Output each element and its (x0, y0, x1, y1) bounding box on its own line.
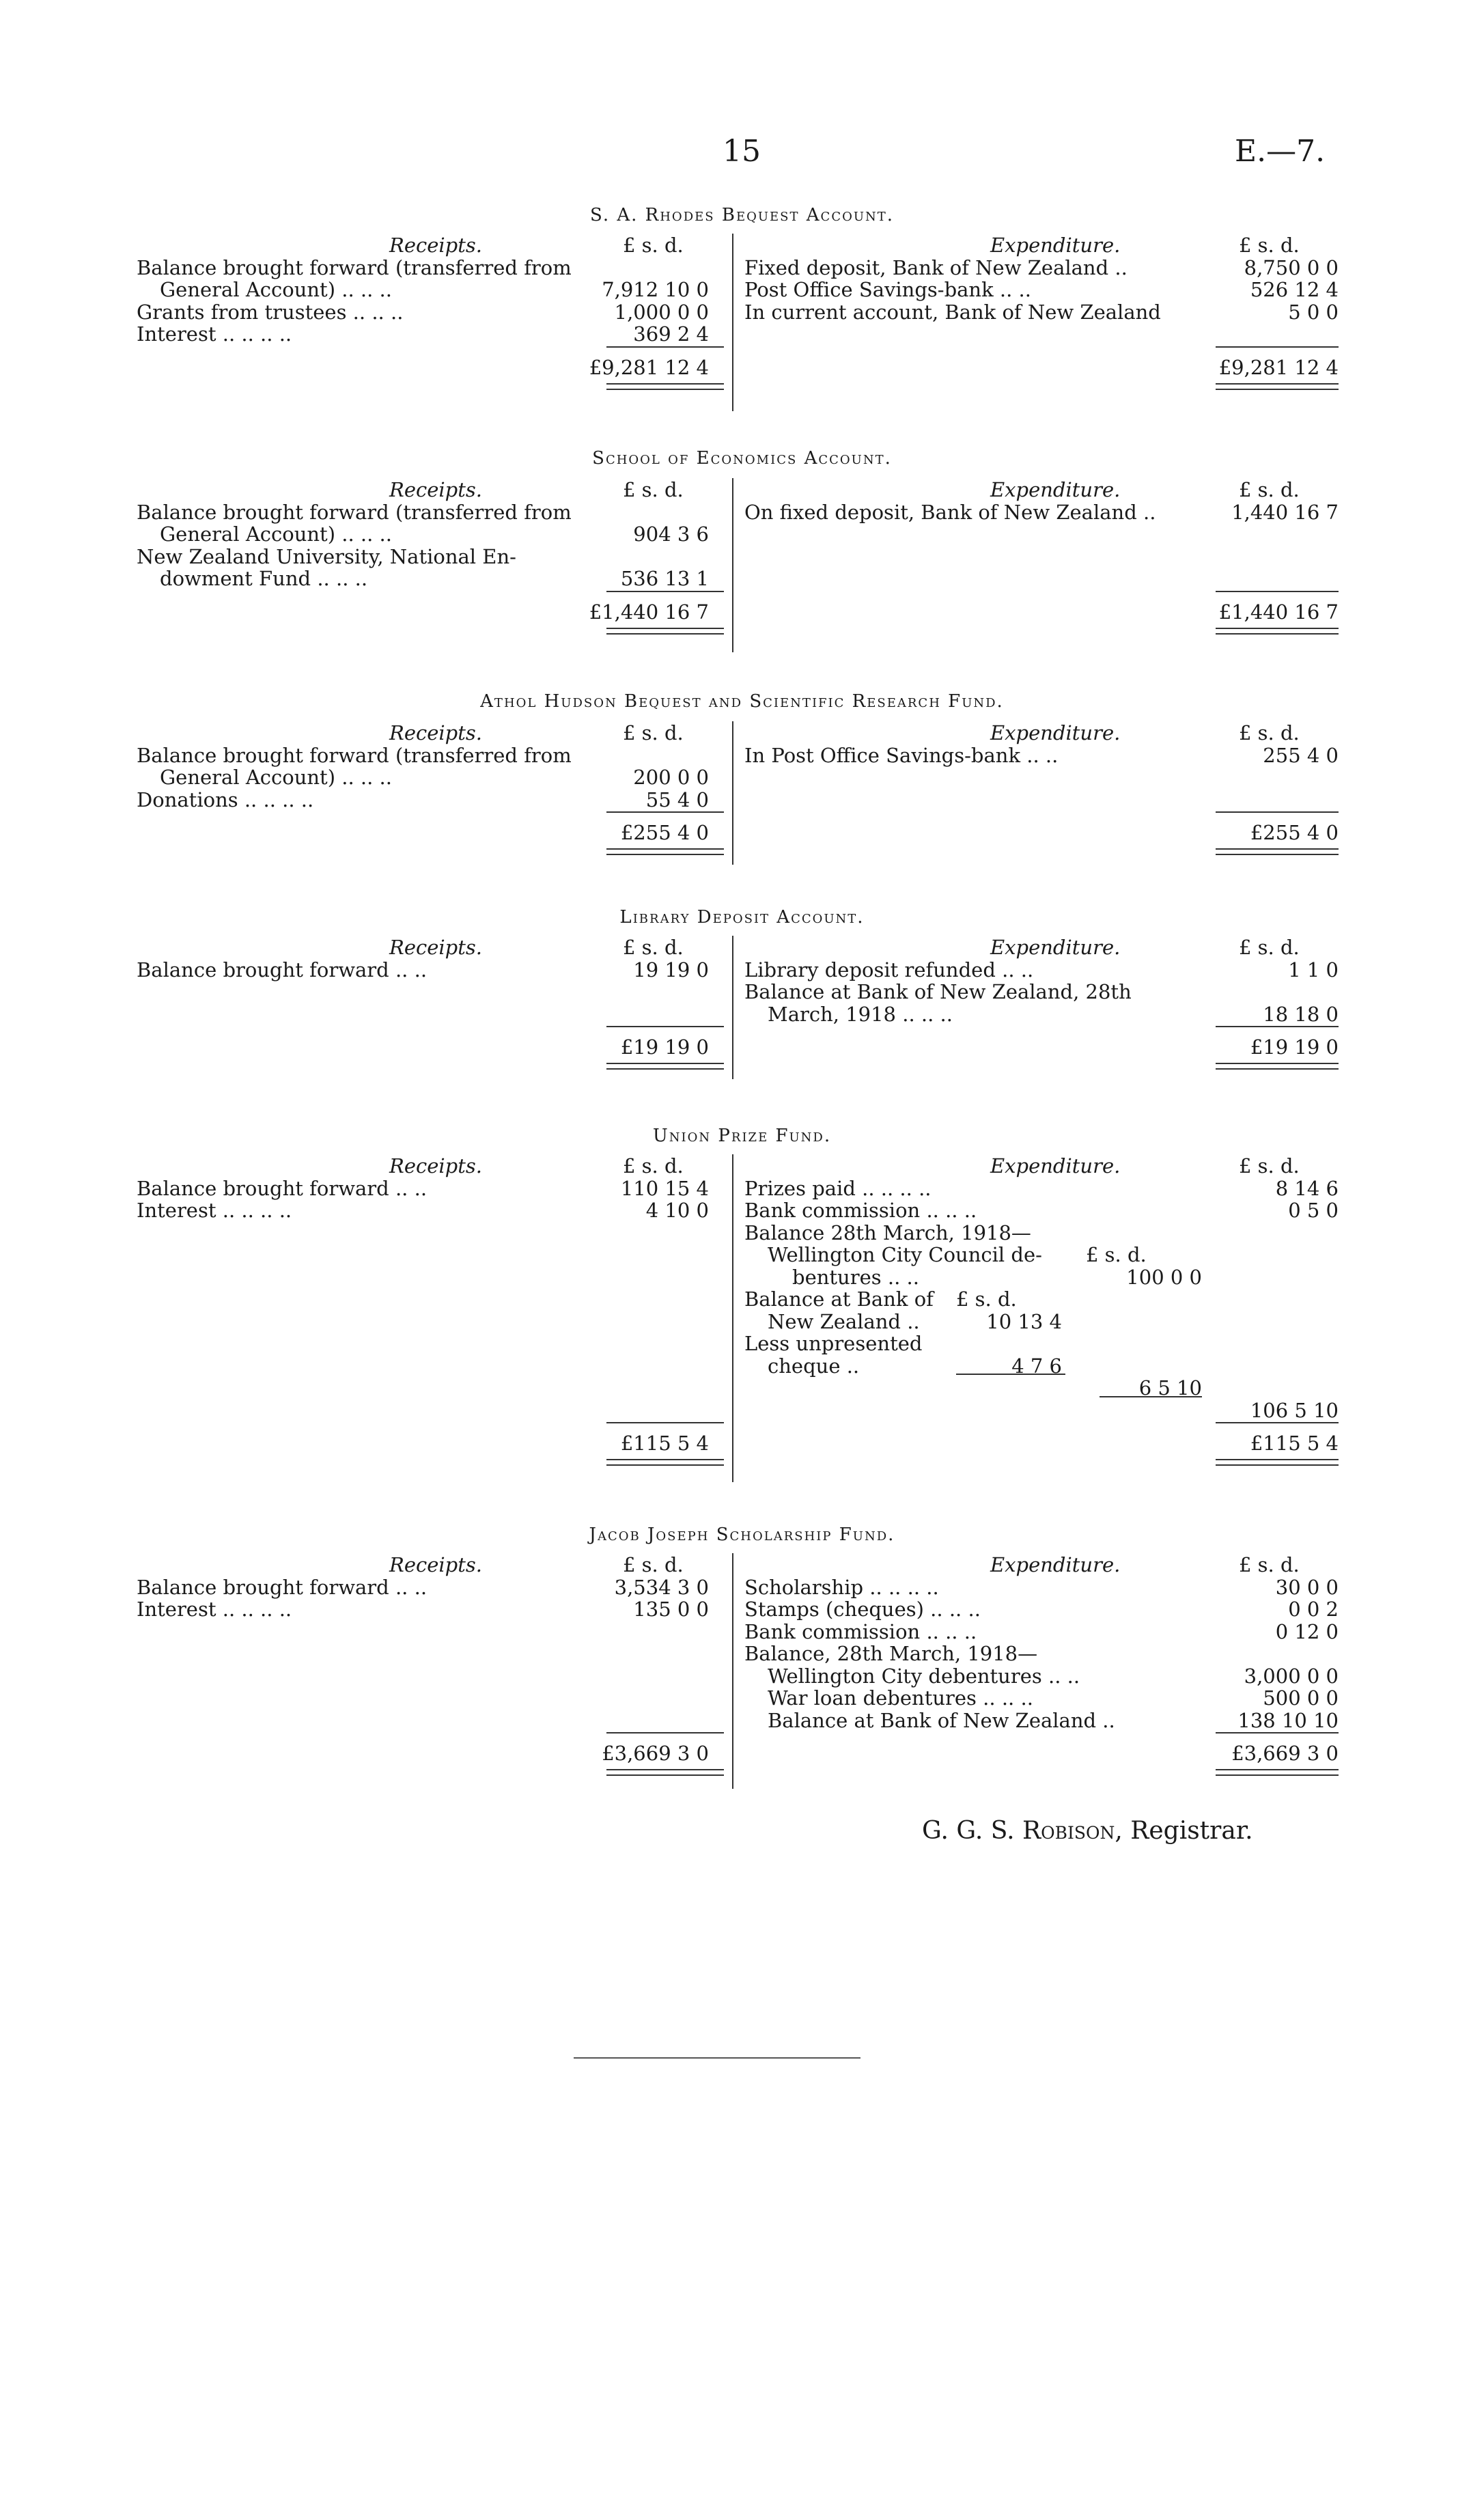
expenditure-amount: 8,750 0 0 (1244, 256, 1339, 279)
expenditure-line: Scholarship .. .. .. .. (744, 1576, 939, 1599)
expenditure-heading: Expenditure. (990, 234, 1121, 257)
receipts-lsd-heading: £ s. d. (623, 936, 684, 959)
expenditure-total-rule (1216, 383, 1339, 385)
expenditure-total: £3,669 3 0 (1231, 1742, 1339, 1765)
receipts-total: £255 4 0 (620, 821, 709, 844)
expenditure-column (744, 936, 1339, 1086)
expenditure-amount: 500 0 0 (1263, 1686, 1339, 1710)
receipts-heading: Receipts. (389, 1553, 482, 1576)
account-divider (732, 1154, 733, 1482)
receipt-line: Balance brought forward (transferred from (137, 501, 572, 524)
receipts-total: £19 19 0 (620, 1035, 709, 1059)
expenditure-amount: 0 12 0 (1275, 1620, 1339, 1643)
expenditure-heading: Expenditure. (990, 1154, 1121, 1178)
receipts-subtotal-rule (606, 1732, 724, 1733)
receipts-subtotal-rule (606, 346, 724, 348)
expenditure-heading: Expenditure. (990, 1553, 1121, 1576)
receipt-line: Interest .. .. .. .. (137, 1598, 292, 1621)
expenditure-total-rule (1216, 628, 1339, 629)
account-block (137, 1553, 1339, 1796)
receipts-column (137, 721, 723, 872)
receipts-subtotal-rule (606, 1422, 724, 1423)
expenditure-column (744, 1154, 1339, 1489)
receipts-total-rule (606, 848, 724, 850)
receipts-total-rule (606, 1063, 724, 1064)
receipt-line: Balance brought forward .. .. (137, 958, 428, 981)
account-block (137, 478, 1339, 659)
expenditure-line: Fixed deposit, Bank of New Zealand .. (744, 256, 1128, 279)
receipts-total: £1,440 16 7 (589, 600, 709, 624)
expenditure-line: In Post Office Savings-bank .. .. (744, 744, 1059, 767)
account-divider (732, 234, 733, 411)
receipt-amount: 135 0 0 (633, 1598, 709, 1621)
receipt-line: General Account) .. .. .. (160, 278, 392, 301)
expenditure-line: Bank commission .. .. .. (744, 1199, 977, 1222)
expenditure-total-rule (1216, 1459, 1339, 1460)
bank-net-amount: 6 5 10 (1138, 1376, 1202, 1399)
expenditure-amount: 138 10 10 (1237, 1709, 1339, 1732)
expenditure-amount: 255 4 0 (1263, 744, 1339, 767)
expenditure-heading: Expenditure. (990, 478, 1121, 501)
receipts-heading: Receipts. (389, 234, 482, 257)
receipts-column (137, 478, 723, 659)
expenditure-subtotal-rule (1216, 811, 1339, 813)
receipts-subtotal-rule (606, 1026, 724, 1027)
expenditure-total-rule (1216, 848, 1339, 850)
receipts-total-rule (606, 628, 724, 629)
expenditure-amount: 526 12 4 (1250, 278, 1339, 301)
receipt-amount: 1,000 0 0 (614, 301, 709, 324)
expenditure-amount: 1,440 16 7 (1231, 501, 1339, 524)
expenditure-total: £255 4 0 (1250, 821, 1339, 844)
expenditure-line: Prizes paid .. .. .. .. (744, 1177, 932, 1200)
receipts-total: £115 5 4 (620, 1432, 709, 1455)
account-block (137, 721, 1339, 872)
receipts-column (137, 234, 723, 418)
expenditure-column (744, 234, 1339, 418)
expenditure-line: Post Office Savings-bank .. .. (744, 278, 1031, 301)
expenditure-line: Balance at Bank of New Zealand .. (768, 1709, 1115, 1732)
account-divider (732, 478, 733, 652)
receipt-amount: 536 13 1 (620, 567, 709, 590)
bank-net-rule (1100, 1396, 1202, 1397)
expenditure-total: £115 5 4 (1250, 1432, 1339, 1455)
bank-lsd-heading: £ s. d. (956, 1287, 1017, 1311)
expenditure-line: In current account, Bank of New Zealand (744, 301, 1161, 324)
expenditure-heading: Expenditure. (990, 721, 1121, 744)
signature-title: Registrar. (1130, 1817, 1253, 1845)
page-number: 15 (723, 134, 761, 169)
receipts-column (137, 1553, 723, 1796)
expenditure-lsd-heading: £ s. d. (1239, 721, 1300, 744)
cheque-amount: 4 7 6 (1011, 1354, 1062, 1378)
receipt-amount: 904 3 6 (633, 523, 709, 546)
expenditure-amount: 30 0 0 (1275, 1576, 1339, 1599)
receipt-amount: 19 19 0 (633, 958, 709, 981)
expenditure-line: Less unpresented (744, 1332, 923, 1355)
debentures-lsd-heading: £ s. d. (1086, 1243, 1147, 1266)
expenditure-subtotal-rule (1216, 1732, 1339, 1733)
receipt-line: Donations .. .. .. .. (137, 788, 314, 811)
receipt-line: New Zealand University, National En- (137, 545, 516, 568)
expenditure-line: Balance 28th March, 1918— (744, 1221, 1031, 1244)
expenditure-total-rule (1216, 1769, 1339, 1770)
signature (922, 1817, 1253, 1845)
receipts-total-rule (606, 1769, 724, 1770)
receipt-line: Grants from trustees .. .. .. (137, 301, 404, 324)
expenditure-lsd-heading: £ s. d. (1239, 234, 1300, 257)
expenditure-total-rule (1216, 1063, 1339, 1064)
receipts-heading: Receipts. (389, 721, 482, 744)
page-reference: E.—7. (1235, 134, 1326, 169)
account-title: S. A. Rhodes Bequest Account. (589, 205, 895, 225)
receipt-amount: 55 4 0 (645, 788, 709, 811)
expenditure-line: Wellington City debentures .. .. (768, 1665, 1080, 1688)
expenditure-line: On fixed deposit, Bank of New Zealand .. (744, 501, 1156, 524)
account-title: Athol Hudson Bequest and Scientific Research Fund. (480, 691, 1004, 712)
receipts-lsd-heading: £ s. d. (623, 721, 684, 744)
signature-name: G. G. S. Robison, (922, 1817, 1123, 1845)
expenditure-lsd-heading: £ s. d. (1239, 1154, 1300, 1178)
receipts-subtotal-rule (606, 811, 724, 813)
expenditure-subtotal-rule (1216, 1422, 1339, 1423)
expenditure-subtotal-rule (1216, 1026, 1339, 1027)
account-title: School of Economics Account. (592, 448, 892, 469)
expenditure-total: £19 19 0 (1250, 1035, 1339, 1059)
expenditure-amount: 0 0 2 (1288, 1598, 1339, 1621)
expenditure-line: cheque .. (768, 1354, 860, 1378)
receipts-total: £9,281 12 4 (589, 356, 709, 379)
expenditure-column (744, 478, 1339, 659)
receipt-line: General Account) .. .. .. (160, 766, 392, 789)
expenditure-amount: 5 0 0 (1288, 301, 1339, 324)
receipt-line: Balance brought forward (transferred from (137, 744, 572, 767)
expenditure-total: £1,440 16 7 (1218, 600, 1339, 624)
expenditure-amount: 8 14 6 (1275, 1177, 1339, 1200)
expenditure-amount: 106 5 10 (1250, 1399, 1339, 1422)
expenditure-line: New Zealand .. (768, 1310, 920, 1333)
receipt-line: dowment Fund .. .. .. (160, 567, 368, 590)
account-title: Union Prize Fund. (652, 1126, 832, 1146)
receipts-subtotal-rule (606, 591, 724, 592)
expenditure-lsd-heading: £ s. d. (1239, 478, 1300, 501)
receipts-lsd-heading: £ s. d. (623, 478, 684, 501)
expenditure-amount: 18 18 0 (1263, 1003, 1339, 1026)
receipts-column (137, 1154, 723, 1489)
receipt-line: Interest .. .. .. .. (137, 1199, 292, 1222)
receipts-total: £3,669 3 0 (602, 1742, 709, 1765)
expenditure-line: Bank commission .. .. .. (744, 1620, 977, 1643)
expenditure-subtotal-rule (1216, 346, 1339, 348)
account-divider (732, 721, 733, 865)
expenditure-line: War loan debentures .. .. .. (768, 1686, 1033, 1710)
expenditure-line: Balance at Bank of New Zealand, 28th (744, 980, 1132, 1003)
receipts-heading: Receipts. (389, 1154, 482, 1178)
expenditure-line: Wellington City Council de- (768, 1243, 1042, 1266)
expenditure-line: March, 1918 .. .. .. (768, 1003, 953, 1026)
expenditure-line: Stamps (cheques) .. .. .. (744, 1598, 981, 1621)
receipt-amount: 110 15 4 (620, 1177, 709, 1200)
expenditure-amount: 1 1 0 (1288, 958, 1339, 981)
receipt-line: Balance brought forward .. .. (137, 1177, 428, 1200)
receipt-amount: 4 10 0 (645, 1199, 709, 1222)
receipts-column (137, 936, 723, 1086)
receipt-line: Balance brought forward (transferred from (137, 256, 572, 279)
expenditure-amount: 3,000 0 0 (1244, 1665, 1339, 1688)
account-title: Library Deposit Account. (619, 907, 865, 928)
account-title: Jacob Joseph Scholarship Fund. (589, 1524, 895, 1545)
receipts-total-rule (606, 1459, 724, 1460)
receipts-heading: Receipts. (389, 478, 482, 501)
bank-amount: 10 13 4 (986, 1310, 1062, 1333)
receipt-amount: 200 0 0 (633, 766, 709, 789)
expenditure-heading: Expenditure. (990, 936, 1121, 959)
receipts-total-rule (606, 383, 724, 385)
expenditure-line: Library deposit refunded .. .. (744, 958, 1034, 981)
expenditure-amount: 0 5 0 (1288, 1199, 1339, 1222)
expenditure-subtotal-rule (1216, 591, 1339, 592)
receipts-lsd-heading: £ s. d. (623, 1154, 684, 1178)
account-block (137, 234, 1339, 418)
footer-rule (574, 2057, 860, 2059)
receipt-line: Interest .. .. .. .. (137, 322, 292, 346)
expenditure-lsd-heading: £ s. d. (1239, 936, 1300, 959)
debentures-amount: 100 0 0 (1126, 1266, 1202, 1289)
receipt-amount: 3,534 3 0 (614, 1576, 709, 1599)
account-block (137, 1154, 1339, 1489)
account-divider (732, 936, 733, 1079)
receipt-line: Balance brought forward .. .. (137, 1576, 428, 1599)
cheque-rule (956, 1374, 1065, 1375)
account-divider (732, 1553, 733, 1789)
receipt-line: General Account) .. .. .. (160, 523, 392, 546)
expenditure-line: Balance, 28th March, 1918— (744, 1642, 1038, 1665)
receipts-lsd-heading: £ s. d. (623, 234, 684, 257)
expenditure-lsd-heading: £ s. d. (1239, 1553, 1300, 1576)
receipt-amount: 7,912 10 0 (602, 278, 709, 301)
expenditure-line: Balance at Bank of (744, 1287, 934, 1311)
receipt-amount: 369 2 4 (633, 322, 709, 346)
expenditure-column (744, 721, 1339, 872)
expenditure-column (744, 1553, 1339, 1796)
account-block (137, 936, 1339, 1086)
receipts-lsd-heading: £ s. d. (623, 1553, 684, 1576)
receipts-heading: Receipts. (389, 936, 482, 959)
expenditure-line: bentures .. .. (792, 1266, 919, 1289)
expenditure-total: £9,281 12 4 (1218, 356, 1339, 379)
